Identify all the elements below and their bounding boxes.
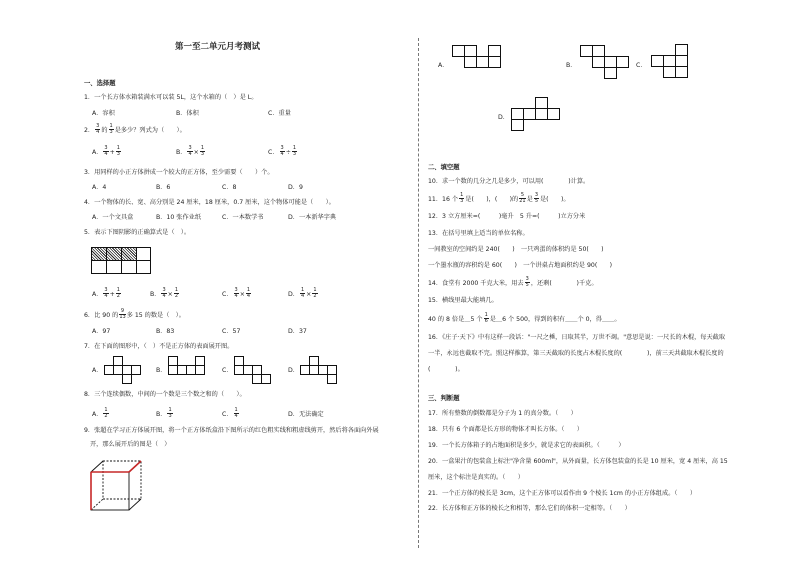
- q3-option-b: B．6: [156, 184, 171, 191]
- question-7: 7．在下面的图形中，（ ）不是正方体的表面展开图。: [84, 343, 234, 350]
- net-b: [580, 45, 640, 75]
- question-16-line3: ( )。: [428, 366, 464, 373]
- q5-option-c: C． $\frac{3}{4}$ × $\frac{1}{4}$: [222, 287, 251, 300]
- q7-net-a: [104, 356, 144, 386]
- q3-option-a: A．4: [92, 184, 107, 191]
- question-15-body: 40 的 8 倍是＿5 个 $\frac{1}{6}$ 是＿6 个 500，得到的积有＿＿个 0，得＿＿。: [428, 312, 621, 325]
- question-21: 21．一个正方体的棱长是 3cm，这个正方体可以看作由 9 个棱长 1cm 的小正方体组成。（ ）: [428, 490, 697, 497]
- q8-option-c: C． $\frac{1}{4}$: [222, 407, 238, 420]
- q5-shaded-figure: [91, 247, 151, 275]
- q7-net-b: [168, 356, 208, 386]
- q7-option-d: D．: [288, 367, 299, 374]
- net-option-a: A．: [438, 62, 449, 69]
- q1-option-b: B．体积: [176, 110, 199, 117]
- net-option-b: B．: [566, 62, 577, 69]
- question-4: 4．一个物体的长、宽、高分别是 24 厘米，18 厘米，0.7 厘米，这个物体可能是（ ）。: [84, 199, 335, 206]
- net-d: [511, 97, 571, 137]
- question-16-line1: 16．《庄子·天下》中有这样一段话："一尺之棰，日取其半，万世不竭。"意思是说：一尺长的木棍，每天截取: [428, 334, 726, 341]
- q1-option-a: A．容积: [92, 110, 115, 117]
- q5-option-a: A． $\frac{3}{4}$ + $\frac{1}{2}$: [92, 287, 120, 300]
- question-16-line2: 一半，永远也截取不完。照这样推算，第三天截取的长度占木棍长度的( )，前三天共截取木棍长度的: [428, 350, 724, 357]
- q2-option-b: B． $\frac{3}{4}$ × $\frac{1}{3}$: [176, 145, 204, 158]
- q8-option-d: D．无法确定: [288, 411, 324, 418]
- question-13-line-b: 一个墨水瓶的容积约是 60( ) 一个讲桌占地面积约是 90( ): [428, 262, 613, 269]
- question-11: 11．16 个 $\frac{1}{3}$ 是( )，( )的 $\frac{5}{21}$ 是 $\frac{3}{5}$ 是( )。: [428, 192, 570, 205]
- q1-option-c: C．重量: [268, 110, 291, 117]
- question-12: 12．3 立方厘米=( )毫升 5 升=( )立方分米: [428, 213, 586, 220]
- question-20-line1: 20．一盒果汁的包装盒上标注"净含量 600ml"，从外面量，长方体包装盒的长是 10 厘米，宽 4 厘米，高 15: [428, 458, 728, 465]
- q4-option-b: B．10 张作业纸: [156, 214, 202, 221]
- q3-option-c: C．8: [222, 184, 237, 191]
- q2-option-c: C． $\frac{3}{4}$ ÷ $\frac{1}{3}$: [268, 145, 297, 158]
- question-9-line1: 9．张超在学习正方体展开图，将一个正方体纸盒沿下图所示的红色粗实线和粗虚线剪开，然后将各面向外展: [84, 427, 379, 434]
- section-judge-heading: 三、判断题: [428, 395, 460, 402]
- question-17: 17．所有整数的倒数都是分子为 1 的真分数。（ ）: [428, 410, 577, 417]
- section-fill-heading: 二、填空题: [428, 164, 460, 171]
- q9-cube-figure: [88, 458, 146, 516]
- question-14: 14．食堂有 2000 千克大米，用去 $\frac{3}{5}$ ，还剩( )千克。: [428, 276, 598, 289]
- question-3: 3．用同样的小正方体拼成一个较大的正方体，至少需要（ ）个。: [84, 169, 274, 176]
- question-9-line2: 开，那么展开后的图是（ ）: [90, 441, 171, 448]
- question-19: 19．一个长方体箱子的占地面积是多少，就是求它的表面积。（ ）: [428, 442, 625, 449]
- question-6: 6．比 90 的 $\frac{9}{13}$ 多 15 的数是（ ）。: [84, 308, 185, 321]
- q3-option-d: D．9: [288, 184, 303, 191]
- net-option-c: C．: [636, 62, 647, 69]
- question-13-line-a: 一间教室的空间约是 240( ) 一只鸡蛋的体积约是 50( ): [428, 246, 604, 253]
- q7-option-c: C．: [222, 367, 233, 374]
- q8-option-b: B． $\frac{1}{3}$: [156, 407, 172, 420]
- net-a: [452, 45, 512, 75]
- question-10: 10．求一个数的几分之几是多少，可以用( )计算。: [428, 178, 590, 185]
- q2-option-a: A． $\frac{3}{4}$ + $\frac{1}{3}$: [92, 145, 120, 158]
- q4-option-d: D．一本新华字典: [288, 214, 337, 221]
- question-1: 1．一个长方体水箱装满水可以装 5L，这个水箱的（ ）是 L。: [84, 94, 258, 101]
- q6-option-a: A．97: [92, 328, 111, 335]
- question-8: 8．三个连续偶数，中间的一个数是三个数之和的（ ）。: [84, 391, 246, 398]
- q7-net-d: [300, 356, 340, 386]
- net-option-d: D．: [498, 114, 509, 121]
- q6-option-b: B．83: [156, 328, 175, 335]
- question-15: 15．横线里最大能填几。: [428, 297, 498, 304]
- q7-option-a: A．: [92, 367, 103, 374]
- q6-option-d: D．37: [288, 328, 307, 335]
- q7-net-c: [234, 356, 274, 386]
- q5-option-d: D． $\frac{1}{4}$ × $\frac{1}{2}$: [288, 287, 317, 300]
- q4-option-a: A．一个文具盒: [92, 214, 134, 221]
- question-2: 2． $\frac{3}{4}$ 的 $\frac{1}{3}$ 是多少？列式为（ ）。: [84, 123, 186, 136]
- question-18: 18．只有 6 个面都是长方形的物体才叫长方体。（ ）: [428, 426, 583, 433]
- q5-option-b: B． $\frac{3}{4}$ × $\frac{1}{2}$: [150, 287, 178, 300]
- column-divider: [418, 38, 419, 548]
- section-choice-heading: 一、选择题: [84, 80, 116, 87]
- question-13: 13．在括号里填上适当的单位名称。: [428, 230, 529, 237]
- q8-option-a: A． $\frac{1}{2}$: [92, 407, 108, 420]
- q4-option-c: C．一本数学书: [222, 214, 264, 221]
- question-20-line2: 厘米，这个标注是真实的。（ ）: [428, 474, 524, 481]
- q6-option-c: C．57: [222, 328, 241, 335]
- question-22: 22．长方体和正方体的棱长之和相等，那么它们的体积一定相等。（ ）: [428, 505, 631, 512]
- page-title: 第一至二单元月考测试: [175, 42, 261, 52]
- net-c: [651, 44, 711, 84]
- q7-option-b: B．: [156, 367, 167, 374]
- question-5: 5．表示下图阴影的正确算式是（ ）。: [84, 229, 191, 236]
